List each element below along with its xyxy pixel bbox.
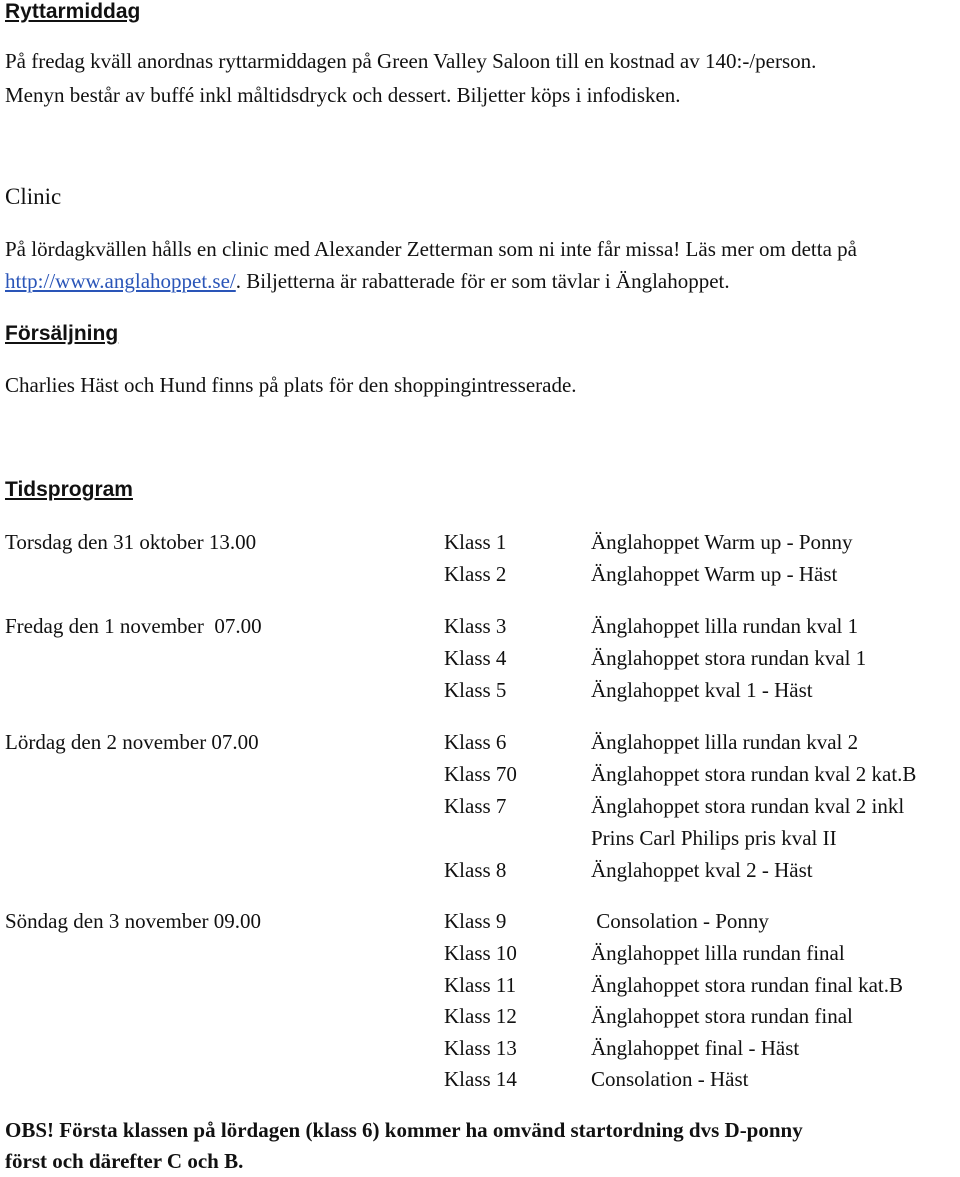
class-name: Consolation - Ponny <box>591 909 769 933</box>
clinic-text-line-2-rest: . Biljetterna är rabatterade för er som tävlar i Änglahoppet. <box>235 269 730 293</box>
schedule-day: Lördag den 2 november 07.00 <box>5 730 259 754</box>
class-number: Klass 12 <box>444 1004 517 1028</box>
class-number: Klass 70 <box>444 762 517 786</box>
class-number: Klass 6 <box>444 730 507 754</box>
schedule-row <box>0 1035 960 1061</box>
anglahoppet-link[interactable]: http://www.anglahoppet.se/ <box>5 269 236 293</box>
clinic-text-line-1: På lördagkvällen hålls en clinic med Alexander Zetterman som ni inte får missa! Läs mer om detta på <box>5 237 857 261</box>
class-name: Änglahoppet kval 1 - Häst <box>591 678 813 702</box>
class-name: Änglahoppet stora rundan final <box>591 1004 853 1028</box>
class-name: Änglahoppet kval 2 - Häst <box>591 858 813 882</box>
class-name: Änglahoppet stora rundan kval 1 <box>591 646 867 670</box>
schedule-row <box>0 761 960 787</box>
class-name: Änglahoppet Warm up - Häst <box>591 562 838 586</box>
schedule-row <box>0 613 960 639</box>
class-number: Klass 10 <box>444 941 517 965</box>
class-name: Änglahoppet stora rundan kval 2 inkl <box>591 794 905 818</box>
clinic-heading: Clinic <box>5 184 62 209</box>
class-name: Änglahoppet stora rundan final kat.B <box>591 973 904 997</box>
schedule-row <box>0 529 960 555</box>
class-name: Änglahoppet stora rundan kval 2 kat.B <box>591 762 917 786</box>
class-number: Klass 13 <box>444 1036 517 1060</box>
ryttarmiddag-text-line-1: På fredag kväll anordnas ryttarmiddagen på Green Valley Saloon till en kostnad av 140:-/person. <box>5 49 817 73</box>
schedule-day: Söndag den 3 november 09.00 <box>5 909 262 933</box>
ryttarmiddag-heading: Ryttarmiddag <box>5 0 141 23</box>
obs-note-line-1: OBS! Första klassen på lördagen (klass 6) kommer ha omvänd startordning dvs D-ponny <box>5 1118 803 1142</box>
forsaljning-text: Charlies Häst och Hund finns på plats för den shoppingintresserade. <box>5 373 577 397</box>
schedule-row <box>0 1066 960 1092</box>
ryttarmiddag-text-line-2: Menyn består av buffé inkl måltidsdryck och dessert. Biljetter köps i infodisken. <box>5 83 681 107</box>
schedule-row <box>0 677 960 703</box>
schedule-day: Torsdag den 31 oktober 13.00 <box>5 530 257 554</box>
class-number: Klass 11 <box>444 973 517 997</box>
class-name: Änglahoppet final - Häst <box>591 1036 800 1060</box>
schedule-row <box>0 561 960 587</box>
class-number: Klass 1 <box>444 530 507 554</box>
class-number: Klass 7 <box>444 794 507 818</box>
schedule-row <box>0 729 960 755</box>
class-number: Klass 8 <box>444 858 507 882</box>
class-number: Klass 2 <box>444 562 507 586</box>
schedule-row <box>0 908 960 934</box>
forsaljning-heading: Försäljning <box>5 322 119 345</box>
class-number: Klass 3 <box>444 614 507 638</box>
schedule-row <box>0 825 960 851</box>
schedule-day: Fredag den 1 november 07.00 <box>5 614 262 638</box>
class-name: Änglahoppet lilla rundan kval 1 <box>591 614 859 638</box>
class-number: Klass 5 <box>444 678 507 702</box>
class-name: Änglahoppet Warm up - Ponny <box>591 530 853 554</box>
class-name-continuation: Prins Carl Philips pris kval II <box>591 826 837 850</box>
schedule-row <box>0 645 960 671</box>
schedule-row <box>0 857 960 883</box>
class-number: Klass 9 <box>444 909 507 933</box>
class-name: Änglahoppet lilla rundan final <box>591 941 845 965</box>
class-name: Consolation - Häst <box>591 1067 749 1091</box>
class-number: Klass 4 <box>444 646 507 670</box>
obs-note-line-2: först och därefter C och B. <box>5 1149 244 1173</box>
clinic-text-line-2 <box>5 268 730 294</box>
class-name: Änglahoppet lilla rundan kval 2 <box>591 730 859 754</box>
schedule-row <box>0 940 960 966</box>
tidsprogram-heading: Tidsprogram <box>5 478 133 501</box>
class-number: Klass 14 <box>444 1067 517 1091</box>
schedule-row <box>0 793 960 819</box>
schedule-row <box>0 972 960 998</box>
schedule-row <box>0 1003 960 1029</box>
